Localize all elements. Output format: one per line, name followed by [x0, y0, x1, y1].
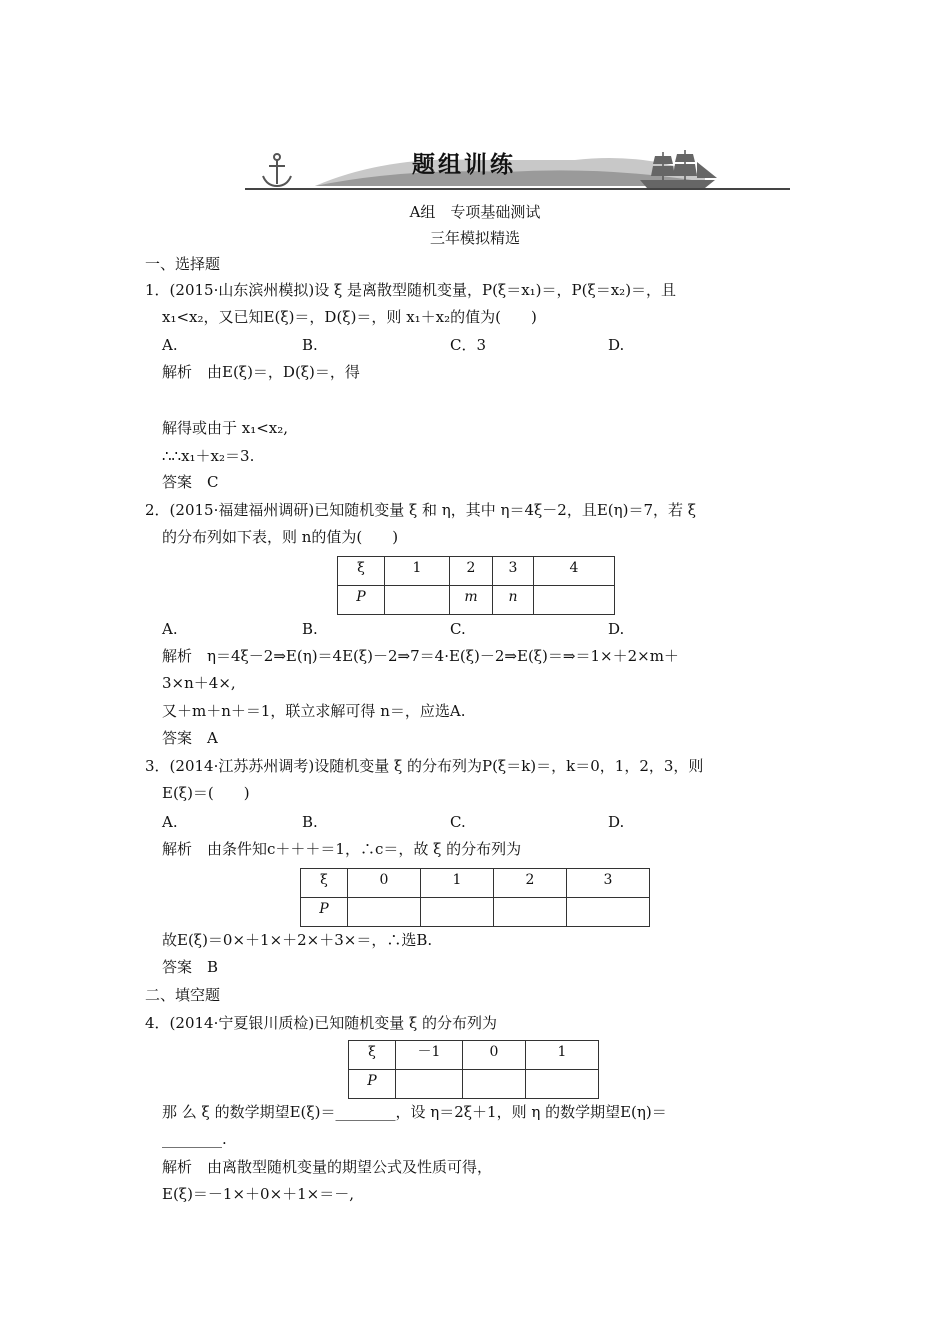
- table-cell: 2: [494, 869, 567, 898]
- table-cell: m: [450, 586, 493, 615]
- table-cell: [567, 898, 650, 927]
- q2-option-d: D.: [608, 620, 625, 638]
- table-cell: P: [349, 1070, 396, 1099]
- q2-analysis-1: 解析 η＝4ξ－2⇒E(η)＝4E(ξ)－2⇒7＝4·E(ξ)－2⇒E(ξ)＝⇒＝1×＋2×m＋: [162, 647, 679, 665]
- table-cell: [396, 1070, 463, 1099]
- table-cell: [534, 586, 615, 615]
- anchor-icon: [263, 154, 291, 186]
- table-row: [349, 1070, 599, 1099]
- subtitle: 三年模拟精选: [429, 229, 520, 247]
- q3-option-d: D.: [608, 813, 625, 831]
- table-cell: 1: [526, 1041, 599, 1070]
- table-cell: 1: [421, 869, 494, 898]
- table-row: [349, 1041, 599, 1070]
- table-cell: P: [301, 898, 348, 927]
- table-cell: 3: [567, 869, 650, 898]
- q4-distribution-table: [348, 1040, 599, 1099]
- q4-analysis-2: E(ξ)＝－1×＋0×＋1×＝－,: [162, 1185, 355, 1203]
- table-cell: [463, 1070, 526, 1099]
- q2-analysis-2: 3×n＋4×,: [162, 674, 236, 692]
- table-cell: －1: [396, 1041, 463, 1070]
- q2-option-b: B.: [302, 620, 318, 638]
- table-cell: ξ: [349, 1041, 396, 1070]
- q3-line-2: E(ξ)＝( ): [162, 784, 250, 802]
- table-cell: 4: [534, 557, 615, 586]
- table-cell: 0: [463, 1041, 526, 1070]
- table-cell: 3: [493, 557, 534, 586]
- table-cell: [421, 898, 494, 927]
- section-heading-choice: 一、选择题: [145, 255, 221, 273]
- table-cell: 2: [450, 557, 493, 586]
- table-row: [301, 869, 650, 898]
- q2-analysis-3: 又＋m＋n＋＝1，联立求解可得 n＝，应选A.: [162, 702, 466, 720]
- q1-line-2: x₁<x₂，又已知E(ξ)＝，D(ξ)＝，则 x₁＋x₂的值为( ): [162, 308, 537, 326]
- table-cell: 0: [348, 869, 421, 898]
- q2-option-a: A.: [162, 620, 178, 638]
- q3-option-c: C.: [450, 813, 466, 831]
- q4-line-1: 4．(2014·宁夏银川质检)已知随机变量 ξ 的分布列为: [145, 1014, 497, 1032]
- q1-option-a: A.: [162, 336, 178, 354]
- q3-analysis-2: 故E(ξ)＝0×＋1×＋2×＋3×＝，∴选B.: [162, 931, 433, 949]
- section-heading-fill: 二、填空题: [145, 986, 221, 1004]
- q1-analysis-3: ∴∴x₁＋x₂＝3.: [162, 447, 255, 465]
- q2-answer: 答案 A: [162, 729, 218, 747]
- table-cell: [494, 898, 567, 927]
- q2-option-c: C.: [450, 620, 466, 638]
- table-cell: ξ: [301, 869, 348, 898]
- table-row: [338, 586, 615, 615]
- q1-answer: 答案 C: [162, 473, 219, 491]
- q3-distribution-table: [300, 868, 650, 927]
- table-row: [301, 898, 650, 927]
- group-title: A组 专项基础测试: [409, 203, 541, 221]
- q3-option-a: A.: [162, 813, 178, 831]
- q3-analysis-1: 解析 由条件知c＋＋＋＝1，∴c＝，故 ξ 的分布列为: [162, 840, 522, 858]
- table-cell: 1: [385, 557, 450, 586]
- table-cell: [526, 1070, 599, 1099]
- table-cell: n: [493, 586, 534, 615]
- table-cell: [385, 586, 450, 615]
- q2-line-1: 2．(2015·福建福州调研)已知随机变量 ξ 和 η，其中 η＝4ξ－2，且E(η)＝7，若 ξ: [145, 501, 697, 519]
- q1-line-1: 1．(2015·山东滨州模拟)设 ξ 是离散型随机变量，P(ξ＝x₁)＝，P(ξ＝x₂)＝，且: [145, 281, 677, 299]
- table-row: [338, 557, 615, 586]
- q1-option-c: C．3: [450, 336, 487, 354]
- q4-line-2: 那 么 ξ 的数学期望E(ξ)＝________，设 η＝2ξ＋1，则 η 的数学期望E(η)＝: [162, 1103, 667, 1121]
- q2-distribution-table: [337, 556, 615, 615]
- header-banner: [245, 148, 790, 192]
- q1-analysis-2: 解得或由于 x₁<x₂,: [162, 419, 289, 437]
- q1-option-d: D.: [608, 336, 625, 354]
- q1-analysis-1: 解析 由E(ξ)＝，D(ξ)＝，得: [162, 363, 360, 381]
- q1-option-b: B.: [302, 336, 318, 354]
- q3-answer: 答案 B: [162, 958, 219, 976]
- q4-line-3: ________.: [162, 1130, 227, 1148]
- banner-title: 题组训练: [412, 152, 516, 178]
- q4-analysis-1: 解析 由离散型随机变量的期望公式及性质可得，: [162, 1158, 493, 1176]
- table-cell: P: [338, 586, 385, 615]
- table-cell: ξ: [338, 557, 385, 586]
- q3-line-1: 3．(2014·江苏苏州调考)设随机变量 ξ 的分布列为P(ξ＝k)＝，k＝0，1，2，3，则: [145, 757, 704, 775]
- q3-option-b: B.: [302, 813, 318, 831]
- q2-line-2: 的分布列如下表，则 n的值为( ): [162, 528, 399, 546]
- table-cell: [348, 898, 421, 927]
